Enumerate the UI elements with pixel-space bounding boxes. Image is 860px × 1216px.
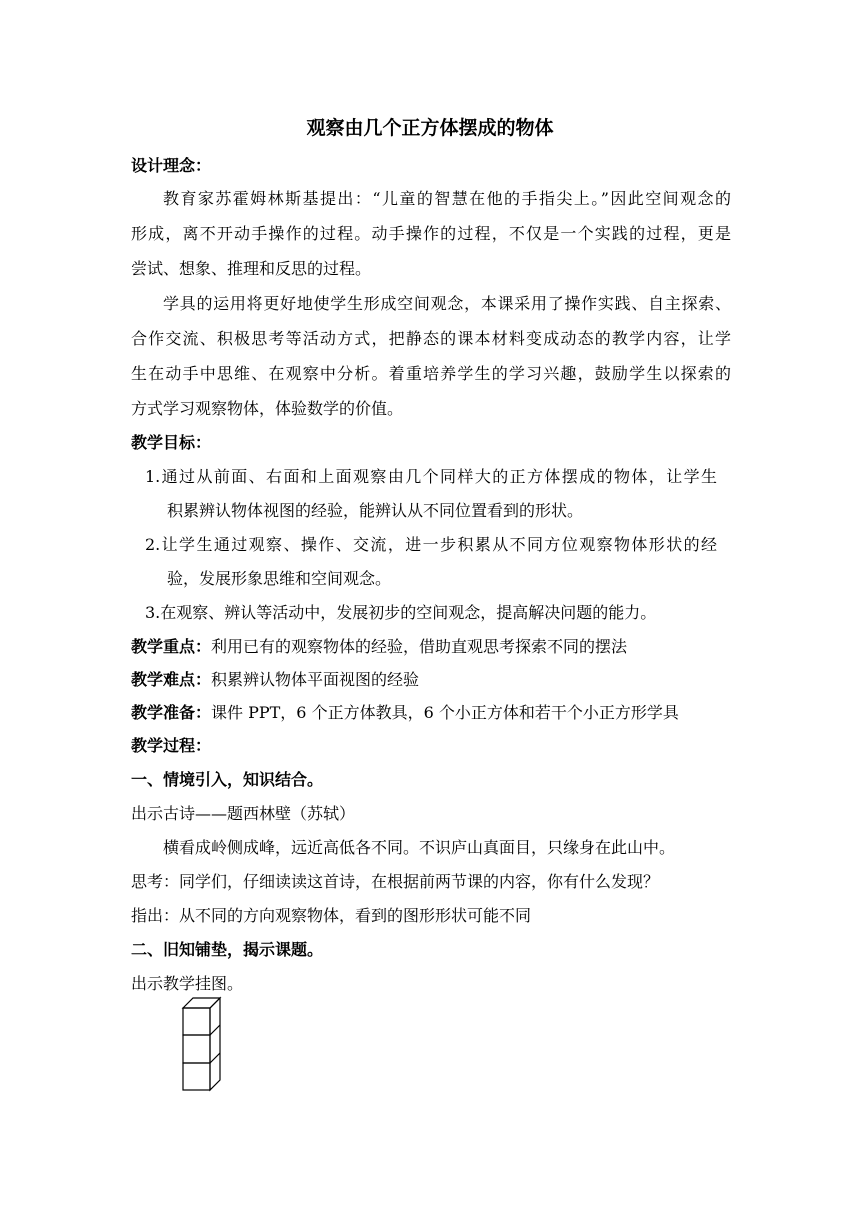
goal-3-line-1: 3.在观察、辨认等活动中，发展初步的空间观念，提高解决问题的能力。 [145, 603, 657, 622]
stacked-cubes-figure [178, 994, 228, 1094]
cube-stack-top-face [183, 998, 220, 1008]
design-paragraph-2-line-1: 学具的运用将更好地使学生形成空间观念，本课采用了操作实践、自主探索、 [163, 294, 731, 313]
difficulty-text: 积累辨认物体平面视图的经验 [211, 670, 420, 689]
cube-front-top [183, 1008, 210, 1035]
key-point-line [131, 636, 731, 658]
goal-1-line-2: 积累辨认物体视图的经验，能辨认从不同位置看到的形状。 [167, 501, 584, 520]
design-paragraph-1-line-2: 形成，离不开动手操作的过程。动手操作的过程，不仅是一个实践的过程，更是 [131, 224, 731, 243]
goal-2-line-1: 2.让学生通过观察、操作、交流，进一步积累从不同方位观察物体形状的经 [145, 535, 717, 554]
design-heading: 设计理念： [131, 156, 212, 175]
goal-2-line-2: 验，发展形象思维和空间观念。 [167, 569, 392, 588]
design-paragraph-2-line-3: 生在动手中思维、在观察中分析。着重培养学生的学习兴趣，鼓励学生以探索的 [131, 364, 731, 383]
section-2-heading: 二、旧知铺垫，揭示课题。 [131, 940, 324, 959]
difficulty-label: 教学难点： [131, 670, 212, 689]
design-paragraph-2-line-2: 合作交流、积极思考等活动方式，把静态的课本材料变成动态的教学内容，让学 [131, 329, 731, 348]
design-paragraph-1-line-3: 尝试、想象、推理和反思的过程。 [131, 259, 372, 278]
cube-stack [183, 998, 220, 1090]
point-out-line: 指出：从不同的方向观察物体，看到的图形形状可能不同 [131, 906, 532, 925]
difficulty-line [131, 669, 731, 691]
section-1-heading: 一、情境引入，知识结合。 [131, 770, 324, 789]
poem-intro: 出示古诗——题西林壁（苏轼） [131, 804, 356, 823]
cube-front-middle [183, 1035, 210, 1063]
show-chart-line: 出示教学挂图。 [131, 974, 244, 993]
design-paragraph-1-line-1: 教育家苏霍姆林斯基提出：“儿童的智慧在他的手指尖上。”因此空间观念的 [163, 189, 731, 208]
poem-text: 横看成岭侧成峰，远近高低各不同。不识庐山真面目，只缘身在此山中。 [163, 838, 676, 857]
cube-front-bottom [183, 1063, 210, 1090]
cube-side-divider-2 [210, 1053, 220, 1063]
design-paragraph-2-line-4: 方式学习观察物体，体验数学的价值。 [131, 399, 404, 418]
preparation-text: 课件 PPT，6 个正方体教具，6 个小正方体和若干个小正方形学具 [211, 703, 679, 722]
preparation-line [131, 702, 731, 724]
preparation-label: 教学准备： [131, 703, 212, 722]
key-point-label: 教学重点： [131, 637, 212, 656]
process-heading: 教学过程： [131, 736, 212, 755]
key-point-text: 利用已有的观察物体的经验，借助直观思考探索不同的摆法 [211, 637, 628, 656]
goals-heading: 教学目标： [131, 433, 212, 452]
document-title: 观察由几个正方体摆成的物体 [306, 117, 554, 139]
cube-side-divider-1 [210, 1025, 220, 1035]
cube-stack-side-face [210, 998, 220, 1090]
goal-1-line-1: 1.通过从前面、右面和上面观察由几个同样大的正方体摆成的物体，让学生 [145, 467, 717, 486]
think-line: 思考：同学们，仔细读读这首诗，在根据前两节课的内容，你有什么发现？ [131, 872, 660, 891]
